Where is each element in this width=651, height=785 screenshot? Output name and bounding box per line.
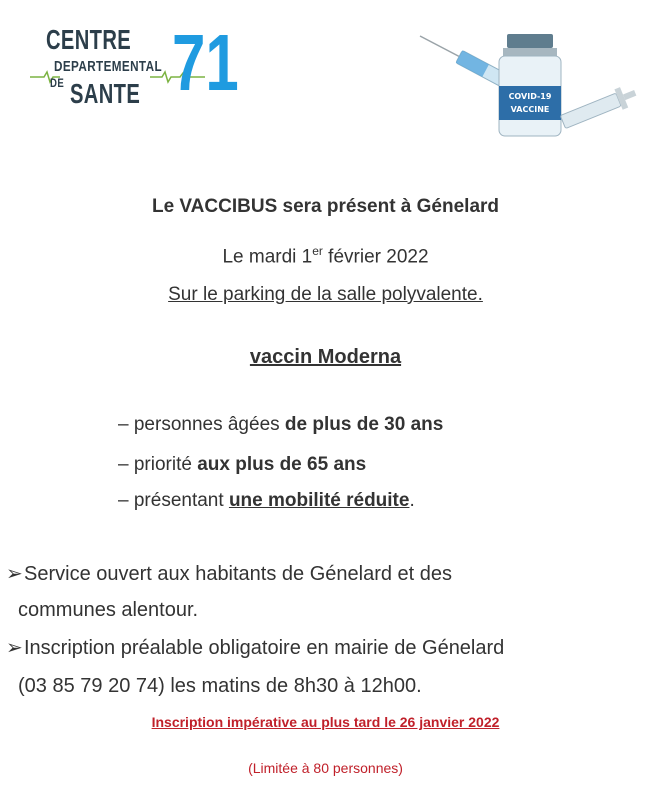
criteria-dash: – bbox=[118, 490, 129, 511]
vaccine-vial-syringe-icon bbox=[415, 28, 640, 148]
capacity-notice: (Limitée à 80 personnes) bbox=[248, 760, 403, 776]
criteria-text: personnes âgées bbox=[133, 414, 285, 435]
arrow-bullet-icon: ➢ bbox=[6, 563, 23, 585]
event-date bbox=[0, 244, 651, 268]
logo-centre-departemental-sante-71 bbox=[30, 20, 240, 110]
info-line: communes alentour. bbox=[18, 599, 199, 621]
date-suffix: février 2022 bbox=[322, 246, 429, 268]
criteria-item bbox=[118, 414, 443, 436]
vaccine-name: vaccin Moderna bbox=[249, 346, 402, 368]
criteria-bold: de plus de 30 ans bbox=[284, 414, 444, 435]
vaccine-illustration bbox=[415, 28, 640, 148]
criteria-dash: – bbox=[118, 454, 129, 475]
criteria-item bbox=[118, 454, 366, 476]
criteria-after: . bbox=[409, 490, 415, 511]
page-title: Le VACCIBUS sera présent à Génelard bbox=[151, 196, 500, 217]
logo-number: 71 bbox=[172, 18, 239, 107]
criteria-text: présentant bbox=[133, 490, 229, 511]
event-location: Sur le parking de la salle polyvalente. bbox=[168, 284, 483, 305]
info-line bbox=[6, 630, 504, 667]
vial-label-vaccine: VACCINE bbox=[510, 105, 550, 114]
date-prefix: Le mardi 1 bbox=[222, 246, 313, 268]
logo-text-departemental: DEPARTEMENTAL bbox=[54, 58, 162, 75]
criteria-bold: une mobilité réduite bbox=[228, 490, 410, 511]
criteria-bold: aux plus de 65 ans bbox=[197, 454, 367, 475]
logo-text-centre: CENTRE bbox=[46, 24, 132, 55]
date-superscript: er bbox=[312, 244, 323, 258]
arrow-bullet-icon: ➢ bbox=[6, 637, 23, 659]
info-line bbox=[6, 556, 452, 593]
criteria-text: priorité bbox=[133, 454, 198, 475]
info-line: (03 85 79 20 74) les matins de 8h30 à 12h00. bbox=[18, 675, 422, 697]
criteria-item bbox=[118, 490, 415, 512]
info-text: Inscription préalable obligatoire en mairie de Génelard bbox=[24, 637, 505, 659]
logo-text-de: DE bbox=[50, 76, 65, 90]
deadline-notice: Inscription impérative au plus tard le 26 janvier 2022 bbox=[151, 714, 500, 730]
vial-label-covid: COVID-19 bbox=[508, 92, 552, 101]
logo-text-sante: SANTE bbox=[70, 78, 141, 109]
info-text: Service ouvert aux habitants de Génelard et des bbox=[24, 563, 453, 585]
criteria-dash: – bbox=[118, 414, 129, 435]
